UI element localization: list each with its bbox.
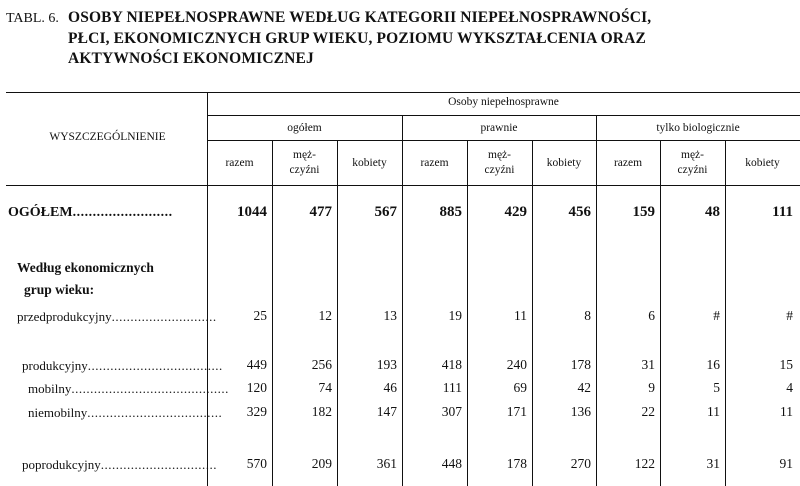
table-cell: 147 <box>376 404 397 419</box>
col-rule-stub <box>207 92 208 486</box>
table-cell: 111 <box>772 204 793 220</box>
table-cell: 429 <box>504 204 527 220</box>
leader-dots: ......................... <box>72 205 173 220</box>
group-header-prawnie: prawnie <box>480 122 518 134</box>
label-text: OGÓŁEM <box>8 205 73 220</box>
subheader-mezczyzni: męż- czyźni <box>289 149 320 176</box>
table-cell: 48 <box>705 204 720 220</box>
table-cell: 418 <box>441 357 462 372</box>
table-cell: 31 <box>641 357 655 372</box>
label-text: produkcyjny <box>22 358 88 373</box>
title-line-2: PŁCI, EKONOMICZNYCH GRUP WIEKU, POZIOMU WYKSZTAŁCENIA ORAZ <box>68 29 646 47</box>
table-cell: 42 <box>577 380 591 395</box>
table-cell: 182 <box>311 404 332 419</box>
col-rule-1 <box>272 140 273 486</box>
group-header-ogolem: ogółem <box>287 122 322 134</box>
col-rule-2 <box>337 140 338 486</box>
subheader-mezczyzni: męż- czyźni <box>677 149 708 176</box>
table-cell: 329 <box>246 404 267 419</box>
table-cell: 122 <box>634 456 655 471</box>
title-line-3: AKTYWNOŚCI EKONOMICZNEJ <box>68 50 314 67</box>
table-cell: 91 <box>779 456 793 471</box>
table-cell: 11 <box>780 404 793 419</box>
table-cell: 74 <box>318 380 332 395</box>
table-cell: 885 <box>439 204 462 220</box>
table-cell: 448 <box>441 456 462 471</box>
leader-dots: .......................................... <box>71 381 229 396</box>
subheader-razem: razem <box>420 157 449 169</box>
header-rule-2 <box>207 140 800 141</box>
table-cell: 16 <box>706 357 720 372</box>
table-cell: 240 <box>506 357 527 372</box>
table-cell: 12 <box>318 308 332 323</box>
table-cell: 46 <box>383 380 397 395</box>
leader-dots: .................................... <box>87 405 223 420</box>
leader-dots: .................................... <box>87 358 223 373</box>
table-cell: 13 <box>383 308 397 323</box>
table-cell: 477 <box>309 204 332 220</box>
header-top: Osoby niepełnosprawne <box>448 96 559 108</box>
row-label-poprodukcyjny <box>22 457 217 473</box>
subheader-mezczyzni: męż- czyźni <box>484 149 515 176</box>
subheader-razem: razem <box>225 157 254 169</box>
table-cell: 15 <box>779 357 793 372</box>
label-text: poprodukcyjny <box>22 457 101 472</box>
table-cell: 120 <box>246 380 267 395</box>
row-label-przedprodukcyjny <box>17 309 217 325</box>
col-rule-5 <box>532 140 533 486</box>
table-cell: 19 <box>448 308 462 323</box>
table-title <box>68 8 651 70</box>
section-heading-line-2: grup wieku: <box>24 282 95 297</box>
table-cell: 270 <box>570 456 591 471</box>
table-cell: 171 <box>506 404 527 419</box>
table-cell: 8 <box>584 308 591 323</box>
label-text: przedprodukcyjny <box>17 309 112 324</box>
table-cell: 361 <box>376 456 397 471</box>
group-header-biologicznie: tylko biologicznie <box>656 122 740 134</box>
title-line-1: OSOBY NIEPEŁNOSPRAWNE WEDŁUG KATEGORII NIEPEŁNOSPRAWNOŚCI, <box>68 9 652 26</box>
table-cell: 69 <box>513 380 527 395</box>
label-text: mobilny <box>28 381 72 396</box>
table-cell: # <box>713 308 720 323</box>
row-label-ogolem <box>8 205 173 221</box>
table-cell: # <box>786 308 793 323</box>
table-cell: 4 <box>786 380 793 395</box>
subheader-kobiety: kobiety <box>745 157 780 169</box>
table-cell: 11 <box>514 308 527 323</box>
row-label-produkcyjny <box>22 358 223 374</box>
table-number: TABL. 6. <box>6 11 59 26</box>
table-cell: 111 <box>442 380 462 395</box>
table-cell: 178 <box>570 357 591 372</box>
col-rule-4 <box>467 140 468 486</box>
table-cell: 31 <box>706 456 720 471</box>
col-rule-8 <box>725 140 726 486</box>
table-cell: 307 <box>441 404 462 419</box>
row-label-niemobilny <box>28 405 222 421</box>
col-rule-7 <box>660 140 661 486</box>
table-cell: 22 <box>641 404 655 419</box>
table-cell: 159 <box>632 204 655 220</box>
table-cell: 6 <box>648 308 655 323</box>
subheader-razem: razem <box>613 157 643 169</box>
header-rule-1 <box>207 115 800 116</box>
table-cell: 209 <box>311 456 332 471</box>
table-cell: 456 <box>568 204 591 220</box>
table-cell: 256 <box>311 357 332 372</box>
stub-header: WYSZCZEGÓLNIENIE <box>49 131 166 143</box>
table-cell: 178 <box>506 456 527 471</box>
table-cell: 9 <box>648 380 655 395</box>
header-bottom-rule <box>6 185 800 186</box>
table-cell: 567 <box>374 204 397 220</box>
table-cell: 193 <box>376 357 397 372</box>
header-top-rule <box>6 92 800 93</box>
subheader-kobiety: kobiety <box>352 157 387 169</box>
label-text: niemobilny <box>28 405 88 420</box>
table-cell: 136 <box>570 404 591 419</box>
row-label-mobilny <box>28 381 229 397</box>
table-cell: 11 <box>707 404 720 419</box>
table-cell: 449 <box>246 357 267 372</box>
leader-dots: ............................... <box>100 457 217 472</box>
table-cell: 5 <box>713 380 720 395</box>
leader-dots: ............................ <box>111 309 217 324</box>
table-cell: 25 <box>253 308 267 323</box>
table-cell: 570 <box>246 456 267 471</box>
section-heading-line-1: Według ekonomicznych <box>17 260 154 275</box>
table-cell: 1044 <box>237 204 267 220</box>
subheader-kobiety: kobiety <box>546 157 582 169</box>
